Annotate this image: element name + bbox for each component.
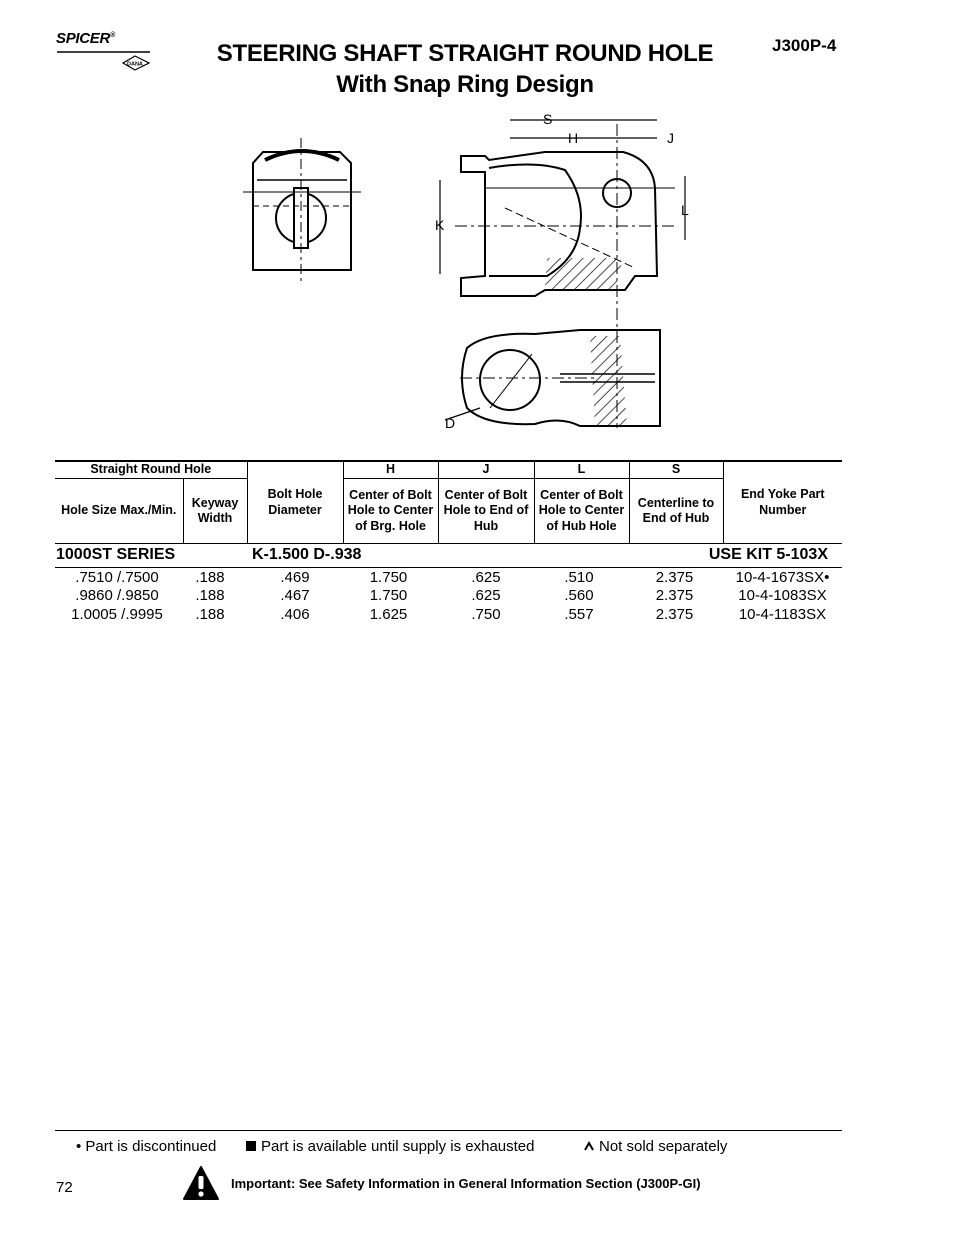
square-bullet-icon xyxy=(246,1141,256,1151)
cell-hole: .7510 /.7500 xyxy=(75,569,159,586)
cell-s: 2.375 xyxy=(655,569,694,586)
dim-h-label: H xyxy=(568,130,579,146)
col-part: End Yoke Part Number xyxy=(723,461,842,544)
registered-mark: ® xyxy=(110,32,115,39)
spec-table-header xyxy=(55,460,842,544)
cell-keyway: .188 xyxy=(195,569,225,586)
cell-bolt: .469 xyxy=(280,569,310,586)
cell-part: 10-4-1083SX xyxy=(738,587,827,604)
brand-sub: DANA xyxy=(127,61,143,68)
cell-s: 2.375 xyxy=(655,587,694,604)
series-kit: USE KIT 5-103X xyxy=(708,546,828,563)
cell-l: .560 xyxy=(564,587,594,604)
dim-j-label: J xyxy=(667,130,674,146)
letter-h: H xyxy=(343,461,438,479)
cell-bolt: .467 xyxy=(280,587,310,604)
end-view xyxy=(243,138,361,283)
top-view xyxy=(460,330,660,426)
legend-not-sold: Not sold separately xyxy=(599,1138,728,1155)
legend-until-supply: Part is available until supply is exhausted xyxy=(261,1138,535,1155)
brand-wordmark: SPICER xyxy=(56,30,111,47)
group-header: Straight Round Hole xyxy=(55,461,247,479)
cell-s: 2.375 xyxy=(655,606,694,623)
cell-bolt: .406 xyxy=(280,606,310,623)
cell-j: .625 xyxy=(471,569,501,586)
col-h: Center of Bolt Hole to Center of Brg. Hole xyxy=(343,479,438,544)
page-number: 72 xyxy=(56,1179,73,1196)
dim-s-label: S xyxy=(543,111,553,127)
dim-d-label: D xyxy=(445,415,456,431)
cell-j: .625 xyxy=(471,587,501,604)
cell-j: .750 xyxy=(471,606,501,623)
cell-l: .557 xyxy=(564,606,594,623)
col-j: Center of Bolt Hole to End of Hub xyxy=(438,479,534,544)
table-row xyxy=(55,569,842,588)
page-subtitle: With Snap Ring Design xyxy=(336,71,594,98)
series-row xyxy=(55,545,842,568)
cell-part: 10-4-1183SX xyxy=(738,606,827,623)
cell-h: 1.625 xyxy=(369,606,408,623)
document-id: J300P-4 xyxy=(772,36,837,55)
table-row xyxy=(55,587,842,606)
cell-keyway: .188 xyxy=(195,587,225,604)
legend-divider xyxy=(55,1130,842,1131)
warning-icon xyxy=(182,1165,220,1201)
cell-h: 1.750 xyxy=(369,569,408,586)
cell-part: 10-4-1673SX• xyxy=(735,569,830,586)
caret-up-icon xyxy=(583,1140,595,1152)
col-s: Centerline to End of Hub xyxy=(629,479,723,544)
col-bolt-hole: Bolt Hole Diameter xyxy=(247,461,343,544)
letter-j: J xyxy=(438,461,534,479)
yoke-technical-drawing xyxy=(235,108,695,438)
cell-keyway: .188 xyxy=(195,606,225,623)
letter-s: S xyxy=(629,461,723,479)
cell-hole: .9860 /.9850 xyxy=(75,587,159,604)
cell-hole: 1.0005 /.9995 xyxy=(71,606,163,623)
col-l: Center of Bolt Hole to Center of Hub Hole xyxy=(534,479,629,544)
col-keyway: Keyway Width xyxy=(183,479,247,544)
col-hole-size: Hole Size Max./Min. xyxy=(55,479,183,544)
series-spec: K-1.500 D-.938 xyxy=(252,546,362,563)
page-title: STEERING SHAFT STRAIGHT ROUND HOLE xyxy=(216,40,714,67)
brand-name xyxy=(56,30,115,47)
cell-h: 1.750 xyxy=(369,587,408,604)
series-name: 1000ST SERIES xyxy=(56,546,176,563)
legend xyxy=(55,1138,842,1158)
letter-l: L xyxy=(534,461,629,479)
legend-discontinued: • Part is discontinued xyxy=(76,1138,217,1155)
safety-notice: Important: See Safety Information in General Information Section (J300P-GI) xyxy=(231,1176,701,1191)
table-row xyxy=(55,606,842,625)
dim-k-label: K xyxy=(435,217,445,233)
cell-l: .510 xyxy=(564,569,594,586)
dim-l-label: L xyxy=(681,202,689,218)
